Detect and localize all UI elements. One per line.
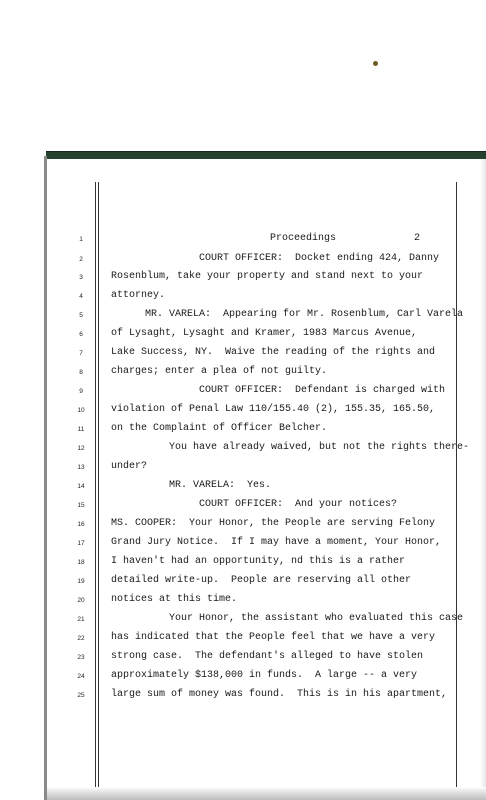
transcript-line: I haven't had an opportunity, nd this is a rather (111, 556, 406, 567)
line-number: 20 (77, 597, 85, 604)
transcript-line: MS. COOPER: Your Honor, the People are serving Felony (111, 518, 436, 529)
page-bottom-edge (47, 787, 486, 800)
transcript-line: attorney. (111, 290, 166, 301)
line-number: 24 (77, 673, 85, 680)
line-number: 25 (77, 692, 85, 699)
transcript-line: approximately $138,000 in funds. A large -- a very (111, 670, 418, 681)
line-number: 7 (79, 350, 83, 357)
transcript-line: on the Complaint of Officer Belcher. (111, 423, 328, 434)
line-number: 1 (79, 236, 83, 243)
transcript-line: has indicated that the People feel that we have a very (111, 632, 436, 643)
line-number: 21 (77, 616, 85, 623)
cover-sheet (0, 0, 486, 150)
line-number: 19 (77, 578, 85, 585)
line-number: 9 (79, 388, 83, 395)
right-margin-rule (456, 182, 457, 787)
line-number: 12 (77, 445, 85, 452)
transcript-line: violation of Penal Law 110/155.40 (2), 155.35, 165.50, (111, 404, 436, 415)
line-number: 13 (77, 464, 85, 471)
transcript-line: You have already waived, but not the rights there- (169, 442, 470, 453)
left-margin-rule-inner (98, 182, 99, 787)
transcript-line: MR. VARELA: Yes. (169, 480, 272, 491)
transcript-line: MR. VARELA: Appearing for Mr. Rosenblum, Carl Varela (145, 309, 464, 320)
line-number: 4 (79, 293, 83, 300)
line-number: 10 (77, 407, 85, 414)
transcript-line: Your Honor, the assistant who evaluated this case (169, 613, 464, 624)
line-number: 6 (79, 331, 83, 338)
transcript-line: strong case. The defendant's alleged to have stolen (111, 651, 424, 662)
line-number: 23 (77, 654, 85, 661)
transcript-line: large sum of money was found. This is in his apartment, (111, 689, 448, 700)
line-number: 14 (77, 483, 85, 490)
line-number: 18 (77, 559, 85, 566)
line-number: 11 (77, 426, 85, 433)
line-number: 15 (77, 502, 85, 509)
line-number: 22 (77, 635, 85, 642)
transcript-line: COURT OFFICER: Docket ending 424, Danny (199, 253, 440, 264)
line-number: 16 (77, 521, 85, 528)
page-right-edge (480, 159, 486, 800)
page-heading: Proceedings (270, 233, 337, 244)
transcript-line: Lake Success, NY. Waive the reading of the rights and (111, 347, 436, 358)
ink-speck (373, 61, 378, 66)
line-number: 8 (79, 369, 83, 376)
transcript-line: detailed write-up. People are reserving all other (111, 575, 412, 586)
left-margin-rule (95, 182, 96, 787)
transcript-line: charges; enter a plea of not guilty. (111, 366, 328, 377)
transcript-line: of Lysaght, Lysaght and Kramer, 1983 Marcus Avenue, (111, 328, 418, 339)
line-number: 2 (79, 256, 83, 263)
line-number: 17 (77, 540, 85, 547)
transcript-line: under? (111, 461, 148, 472)
transcript-line: notices at this time. (111, 594, 238, 605)
line-number: 3 (79, 274, 83, 281)
page-number: 2 (414, 233, 421, 244)
line-number: 5 (79, 312, 83, 319)
transcript-line: COURT OFFICER: Defendant is charged with (199, 385, 446, 396)
transcript-line: Grand Jury Notice. If I may have a moment, Your Honor, (111, 537, 442, 548)
transcript-line: Rosenblum, take your property and stand next to your (111, 271, 424, 282)
transcript-line: COURT OFFICER: And your notices? (199, 499, 398, 510)
